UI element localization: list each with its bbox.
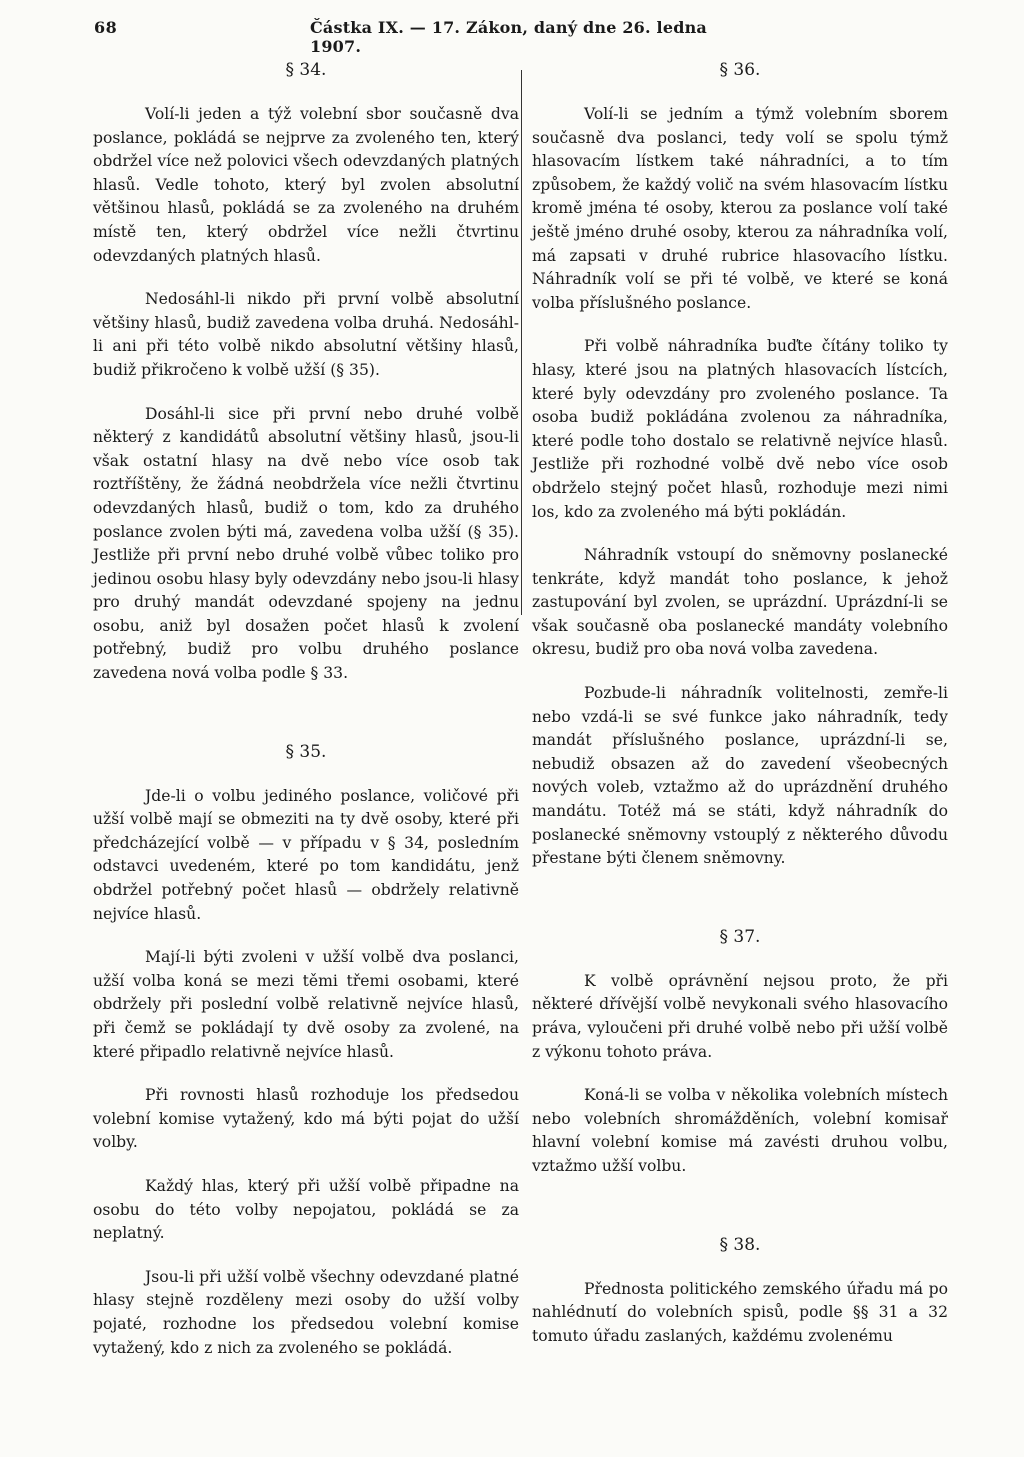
section-37-heading: § 37. [719,926,761,947]
running-head: Částka IX. — 17. Zákon, daný dne 26. ledna 1907. [310,18,707,56]
page-number: 68 [94,18,118,37]
section-35-heading: § 35. [285,741,327,762]
section-35-paragraph-5: Jsou-li při užší volbě všechny odevzdané platné hlasy stejně rozděleny mezi osoby do užší volby pojaté, rozhodne los předsedou volební komise vytažený, kdo z nich za zvoleného se pokládá. [93,1267,519,1357]
section-34-paragraph-1: Volí-li jeden a týž volební sbor současně dva poslance, pokládá se nejprve za zvoleného ten, který obdržel více než polovici všech odevzdaných platných hlasů. Vedle tohoto, který byl zvolen absolutní většinou hlasů, pokládá se za zvoleného na druhém místě ten, který obdržel více nežli čtvrtinu odevzdaných platných hlasů. [93,105,519,265]
section-35-paragraph-3: Při rovnosti hlasů rozhoduje los předsedou volební komise vytažený, kdo má býti pojat do užší volby. [93,1086,519,1152]
section-38-heading: § 38. [719,1234,761,1255]
section-spacer [532,1199,948,1233]
section-34-paragraph-3: Dosáhl-li sice při první nebo druhé volbě některý z kandidátů absolutní většiny hlasů, jsou-li však ostatní hlasy na dvě nebo více osob tak roztříštěny, že žádná neobdržela více nežli čtvrtinu odevzdaných hlasů, budiž o tom, kdo za druhého poslance zvolen býti má, zavedena volba užší (§ 35). Jestliže při první nebo druhé volbě vůbec toliko pro jedinou osobu hlasy byly odevzdány nebo jsou-li hlasy pro druhý mandát odevzdané spojeny na jednu osobu, aniž byl dosažen počet hlasů k zvolení potřebný, budiž pro volbu druhého poslance zavedena nová volba podle § 33. [93,404,519,683]
section-37-paragraph-1: K volbě oprávnění nejsou proto, že při některé dřívější volbě nevykonali svého hlasovacího práva, vyloučeni při druhé volbě nebo při užší volbě z výkonu tohoto práva. [532,971,948,1061]
page-header [0,12,1024,56]
section-35-paragraph-2: Mají-li býti zvoleni v užší volbě dva poslanci, užší volba koná se mezi těmi třemi osobami, které obdržely při poslední volbě relativně nejvíce hlasů, při čemž se pokládají ty dvě osoby za zvolené, na které připadlo relativně nejvíce hlasů. [93,948,519,1061]
section-36-paragraph-3: Náhradník vstoupí do sněmovny poslanecké tenkráte, když mandát toho poslance, k jehož zastupování byl zvolen, se uprázdní. Uprázdní-li se však současně oba poslanecké mandáty volebního okresu, budiž pro oba nová volba zavedena. [532,546,948,659]
section-34-paragraph-2: Nedosáhl-li nikdo při první volbě absolutní většiny hlasů, budiž zavedena volba druhá. Nedosáhl-li ani při této volbě nikdo absolutní většiny hlasů, budiž přikročeno k volbě užší (§ 35). [93,290,519,379]
section-34-heading: § 34. [285,60,327,80]
section-36-heading: § 36. [719,60,761,80]
left-column [93,58,519,1380]
section-38-paragraph-1: Přednosta politického zemského úřadu má po nahlédnutí do volebních spisů, podle §§ 31 a 32 tomuto úřadu zaslaných, každému zvolenému [532,1279,948,1345]
section-35-paragraph-1: Jde-li o volbu jediného poslance, voličové při užší volbě mají se obmeziti na ty dvě osoby, které při předcházející volbě — v případu v § 34, posledním odstavci uvedeném, které po tom kandidátu, jenž obdržel potřebný počet hlasů — obdržely relativně nejvíce hlasů. [93,786,519,923]
section-35-paragraph-4: Každý hlas, který při užší volbě připadne na osobu do této volby nepojatou, pokládá se za neplatný. [93,1176,519,1243]
section-spacer [93,706,519,740]
right-column [532,58,948,1368]
section-36-paragraph-4: Pozbude-li náhradník volitelnosti, zemře-li nebo vzdá-li se své funkce jako náhradník, tedy mandát příslušného poslance, uprázdní-li se, nebudiž obsazen až do zavedení všeobecných nových voleb, vztažmo až do uprázdnění druhého mandátu. Totéž má se státi, když náhradník do poslanecké sněmovny vstouplý z některého důvodu přestane býti členem sněmovny. [532,684,948,868]
section-36-paragraph-1: Volí-li se jedním a týmž volebním sborem současně dva poslanci, tedy volí se spolu týmž hlasovacím lístkem také náhradníci, a to tím způsobem, že každý volič na svém hlasovacím lístku kromě jména té osoby, kterou za poslance volí také ještě jméno druhé osoby, kterou za náhradníka volí, má zapsati v druhé rubrice hlasovacího lístku. Náhradník volí se při té volbě, ve které se koná volba příslušného poslance. [532,105,948,312]
section-37-paragraph-2: Koná-li se volba v několika volebních místech nebo volebních shromážděních, volební komisař hlavní volební komise má zavésti druhou volbu, vztažmo užší volbu. [532,1086,948,1175]
section-36-paragraph-2: Při volbě náhradníka buďte čítány toliko ty hlasy, které jsou na platných hlasovacích lístcích, které byly odevzdány pro zvoleného poslance. Ta osoba budiž pokládána zvolenou za náhradníka, které podle toho dostalo se relativně nejvíce hlasů. Jestliže při rozhodné volbě dvě nebo více osob obdrželo stejný počet hlasů, rozhoduje mezi nimi los, kdo za zvoleného má býti pokládán. [532,337,948,521]
section-spacer [532,891,948,925]
column-divider [521,70,522,615]
